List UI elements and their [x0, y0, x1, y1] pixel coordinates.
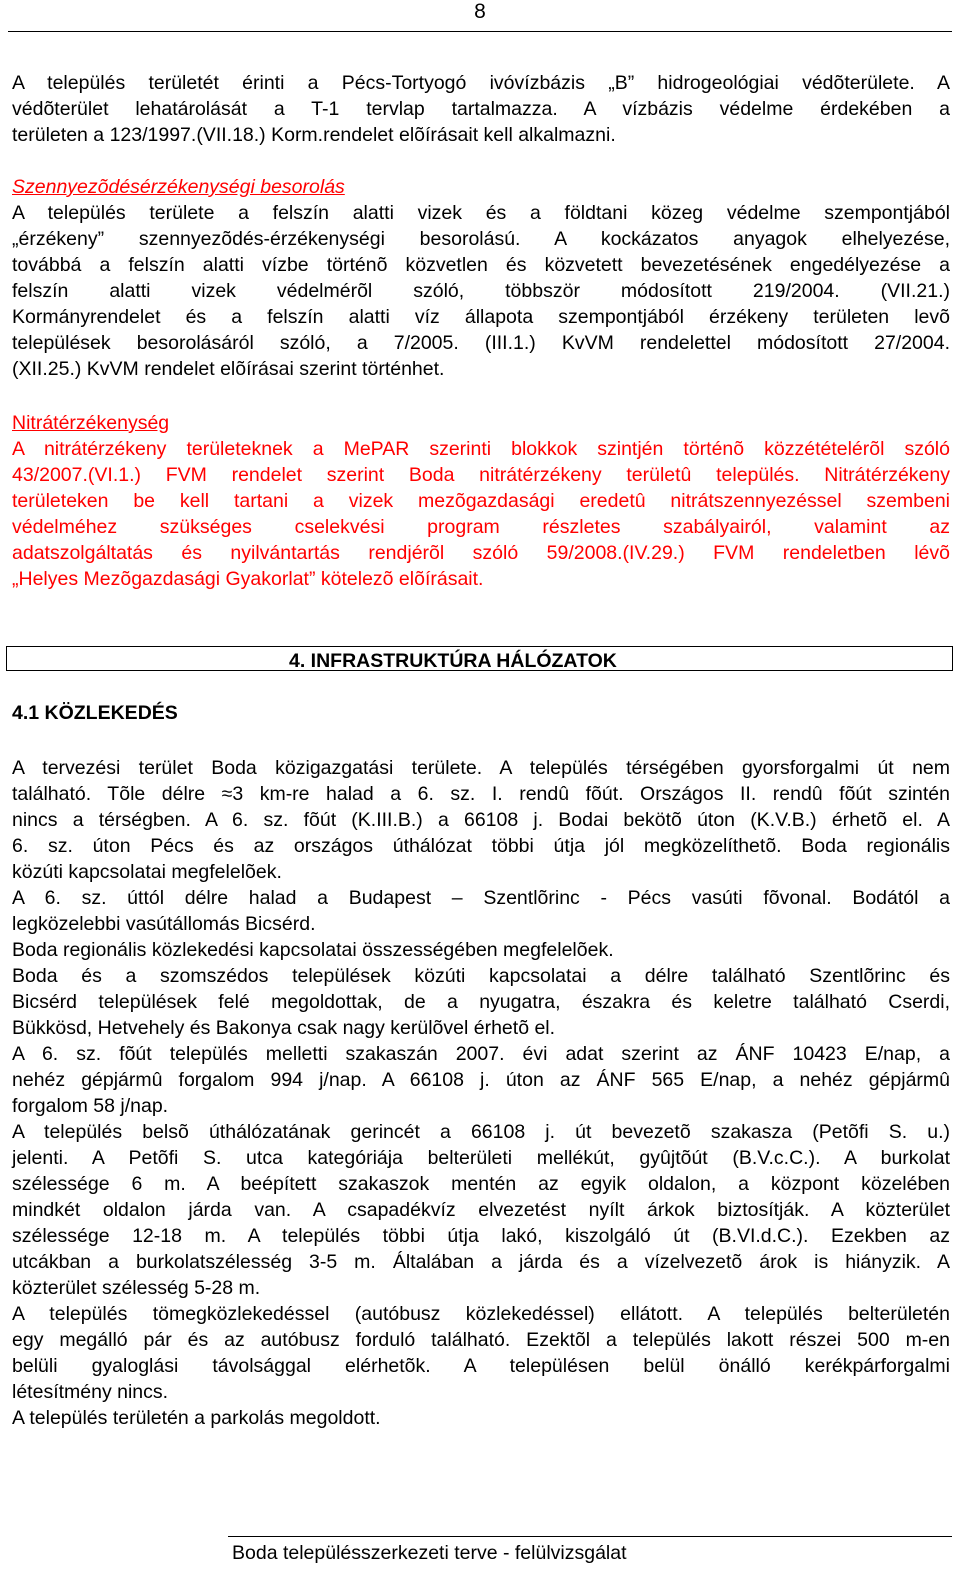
text-line: Kormányrendelet és a felszín alatti víz állapota szempontjából érzékeny területen levõ [12, 306, 950, 328]
text-line: nehéz gépjármû forgalom 994 j/nap. A 66108 j. úton az ÁNF 565 E/nap, a nehéz gépjármû [12, 1069, 950, 1091]
section-transport [12, 755, 950, 1431]
text-line: mindkét oldalon járda van. A csapadékvíz elvezetést nyílt árkok biztosítják. A közterület [12, 1199, 950, 1221]
text-line: belüli gyaloglási távolsággal elérhetõk. A településen belül önálló kerékpárforgalmi [12, 1355, 950, 1377]
text-line: Boda regionális közlekedési kapcsolatai összességében megfelelõek. [12, 939, 614, 961]
text-line: „érzékeny” szennyezõdés-érzékenységi besorolású. A kockázatos anyagok elhelyezése, [12, 228, 950, 250]
text-line: (XII.25.) KvVM rendelet elõírásai szerint történhet. [12, 358, 445, 380]
text-line: található. Tõle délre ≈3 km-re halad a 6. sz. I. rendû fõút. Országos II. rendû fõút szintén [12, 783, 950, 805]
text-line: A település tömegközlekedéssel (autóbusz közlekedéssel) ellátott. A település belterületén [12, 1303, 950, 1325]
nitrate-heading: Nitrátérzékenység [12, 412, 170, 434]
text-line: Bükkösd, Hetvehely és Bakonya csak nagy kerülõvel érhetõ el. [12, 1017, 556, 1039]
text-line: települések besorolásáról szóló, a 7/2005. (III.1.) KvVM rendelettel módosított 27/2004. [12, 332, 950, 354]
section-title: 4. INFRASTRUKTÚRA HÁLÓZATOK [289, 650, 617, 672]
pollution-heading: Szennyezõdésérzékenységi besorolás [12, 176, 345, 198]
text-line: területeken be kell tartani a vizek mezõgazdasági eredetû nitrátszennyezéssel szembeni [12, 490, 950, 512]
text-line: utcákban a burkolatszélesség 3-5 m. Általában a járda és a vízelvezetõ árok is hiányzik. A [12, 1251, 950, 1273]
text-line: „Helyes Mezõgazdasági Gyakorlat” kötelezõ elõírásait. [12, 568, 484, 590]
text-line: 43/2007.(VI.1.) FVM rendelet szerint Boda nitrátérzékeny területû település. Nitrátérzékeny [12, 464, 950, 486]
text-line: közúti kapcsolatai megfelelõek. [12, 861, 282, 883]
text-line: nincs a térségben. A 6. sz. fõút (K.III.B.) a 66108 j. Bodai bekötõ úton (K.V.B.) érhetõ el. A [12, 809, 950, 831]
text-line: legközelebbi vasútállomás Bicsérd. [12, 913, 316, 935]
text-line: létesítmény nincs. [12, 1381, 169, 1403]
text-line: továbbá a felszín alatti vízbe történõ közvetlen és közvetett bevezetésének engedélyezése a [12, 254, 950, 276]
text-line: A település belsõ úthálózatának gerincét a 66108 j. út bevezetõ szakasza (Petõfi S. u.) [12, 1121, 950, 1143]
header-rule [8, 31, 952, 32]
text-line: A település területe a felszín alatti vizek és a földtani közeg védelme szempontjából [12, 202, 950, 224]
page-number: 8 [474, 0, 486, 23]
text-line: 6. sz. úton Pécs és az országos úthálózat többi útja jól megközelíthetõ. Boda regionális [12, 835, 950, 857]
text-line: Bicsérd települések felé megoldottak, de a nyugatra, északra és keletre található Cserdi, [12, 991, 950, 1013]
text-line: közterület szélesség 5-28 m. [12, 1277, 261, 1299]
text-line: jelenti. A Petõfi S. utca kategóriája belterületi mellékút, gyûjtõút (B.V.c.C.). A burkolat [12, 1147, 950, 1169]
text-line: A tervezési terület Boda közigazgatási területe. A település térségében gyorsforgalmi út nem [12, 757, 950, 779]
text-line: Boda és a szomszédos települések közúti kapcsolatai a délre található Szentlõrinc és [12, 965, 950, 987]
footer-rule [228, 1536, 952, 1537]
section-pollution-sensitivity [12, 174, 950, 382]
page-footer: Boda településszerkezeti terve - felülvizsgálat [232, 1542, 627, 1564]
section-nitrate-sensitivity [12, 410, 950, 592]
text-line: A település területén a parkolás megoldott. [12, 1407, 381, 1429]
text-line: A 6. sz. úttól délre halad a Budapest – Szentlõrinc - Pécs vasúti fõvonal. Bodától a [12, 887, 950, 909]
text-line: szélessége 6 m. A beépített szakaszok mentén az egyik oldalon, a központ közelében [12, 1173, 950, 1195]
text-line: egy megálló pár és az autóbusz forduló található. Ezektõl a település lakott részei 500 m-en [12, 1329, 950, 1351]
paragraph-water-protection [12, 70, 950, 148]
text-line: szélessége 12-18 m. A település többi útja lakó, kiszolgáló út (B.VI.d.C.). Ezekben az [12, 1225, 950, 1247]
text-line: forgalom 58 j/nap. [12, 1095, 169, 1117]
text-line: A település területét érinti a Pécs-Tortyogó ivóvízbázis „B” hidrogeológiai védõterülete. A [12, 72, 950, 94]
text-line: védelméhez szükséges cselekvési program részletes szabályairól, valamint az [12, 516, 950, 538]
text-line: A nitrátérzékeny területeknek a MePAR szerinti blokkok szintjén történõ közzétételérõl szóló [12, 438, 950, 460]
text-line: A 6. sz. fõút település melletti szakaszán 2007. évi adat szerint az ÁNF 10423 E/nap, a [12, 1043, 950, 1065]
text-line: területen a 123/1997.(VII.18.) Korm.rendelet elõírásait kell alkalmazni. [12, 124, 616, 146]
text-line: felszín alatti vizek védelmérõl szóló, többször módosított 219/2004. (VII.21.) [12, 280, 950, 302]
text-line: védõterület lehatárolását a T-1 tervlap tartalmazza. A vízbázis védelme érdekében a [12, 98, 950, 120]
subsection-title: 4.1 KÖZLEKEDÉS [12, 702, 178, 724]
text-line: adatszolgáltatás és nyilvántartás rendjérõl szóló 59/2008.(IV.29.) FVM rendeletben lévõ [12, 542, 950, 564]
